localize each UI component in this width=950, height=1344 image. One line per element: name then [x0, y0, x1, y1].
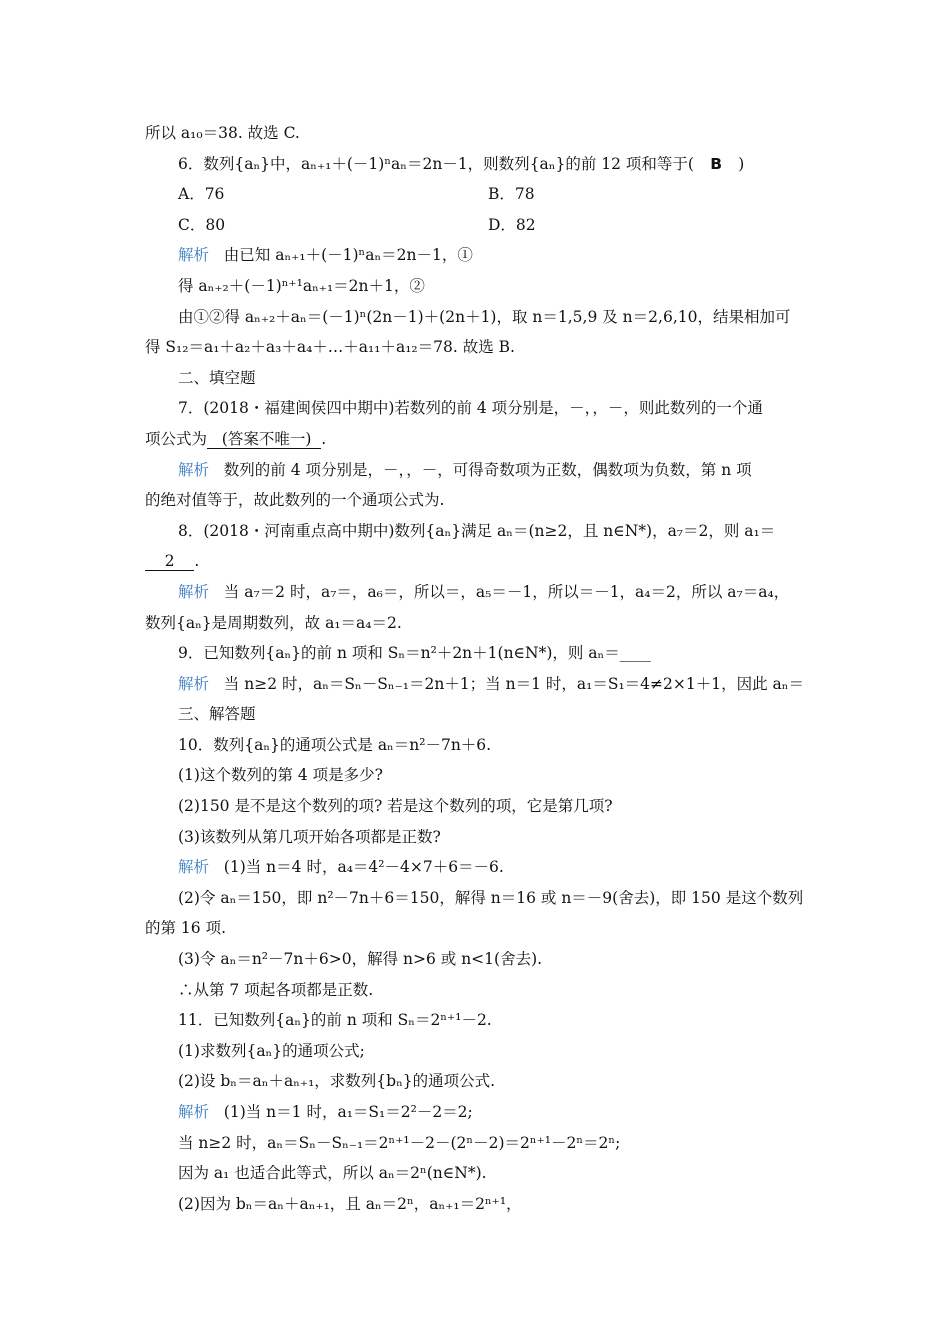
analysis-line: 解析 数列的前 4 项分别是，－，，－，可得奇数项为正数，偶数项为负数，第 n 项	[178, 460, 752, 479]
question-10: 10．数列{aₙ}的通项公式是 aₙ＝n²－7n＋6.	[178, 735, 492, 754]
analysis-line: 解析 由已知 aₙ₊₁＋(－1)ⁿaₙ＝2n－1，①	[178, 246, 473, 265]
document-page	[145, 118, 810, 1219]
text-line: (2)150 是不是这个数列的项? 若是这个数列的项，它是第几项?	[178, 797, 613, 816]
question-8: 8．(2018・河南重点高中期中)数列{aₙ}满足 aₙ＝(n≥2，且 n∈N*)，a₇＝2，则 a₁＝	[178, 521, 776, 540]
blank-9: ____	[619, 644, 651, 663]
option-a: A．76	[178, 185, 225, 204]
text-line: 得 S₁₂＝a₁＋a₂＋a₃＋a₄＋…＋a₁₁＋a₁₂＝78. 故选 B.	[145, 338, 515, 357]
section-heading: 三、解答题	[178, 705, 256, 724]
text-line: 的绝对值等于，故此数列的一个通项公式为.	[145, 491, 445, 510]
analysis-line: 解析 当 n≥2 时，aₙ＝Sₙ－Sₙ₋₁＝2n＋1；当 n＝1 时，a₁＝S₁＝4≠2×1＋1，因此 aₙ＝	[178, 674, 804, 693]
text-line: 2 .	[145, 546, 810, 577]
text-line: (2)设 bₙ＝aₙ＋aₙ₊₁，求数列{bₙ}的通项公式.	[178, 1072, 496, 1091]
text-line: (1)这个数列的第 4 项是多少?	[178, 766, 383, 785]
text-line: (2)令 aₙ＝150，即 n²－7n＋6＝150，解得 n＝16 或 n＝－9(舍去)，即 150 是这个数列	[178, 888, 804, 907]
text-line: 得 aₙ₊₂＋(－1)ⁿ⁺¹aₙ₊₁＝2n＋1，②	[178, 276, 425, 295]
options-row	[145, 210, 810, 241]
text-line: 当 n≥2 时，aₙ＝Sₙ－Sₙ₋₁＝2ⁿ⁺¹－2－(2ⁿ－2)＝2ⁿ⁺¹－2ⁿ＝2ⁿ;	[178, 1133, 621, 1152]
section-heading: 二、填空题	[178, 368, 256, 387]
text-line: ∴从第 7 项起各项都是正数.	[178, 980, 374, 999]
question-11: 11．已知数列{aₙ}的前 n 项和 Sₙ＝2ⁿ⁺¹－2.	[178, 1011, 492, 1030]
answer-7: (答案不唯一)	[207, 430, 321, 449]
text-line: 所以 a₁₀＝38. 故选 C.	[145, 124, 300, 142]
answer-6: B	[710, 154, 723, 173]
options-row	[145, 179, 810, 210]
option-c: C．80	[178, 215, 226, 234]
text-line: 因为 a₁ 也适合此等式，所以 aₙ＝2ⁿ(n∈N*).	[178, 1164, 487, 1183]
question-7: 7．(2018・福建闽侯四中期中)若数列的前 4 项分别是，－，，－，则此数列的一个通	[178, 399, 763, 418]
question-9: 9．已知数列{aₙ}的前 n 项和 Sₙ＝n²＋2n＋1(n∈N*)，则 aₙ＝____	[178, 644, 651, 663]
option-d: D．82	[488, 215, 536, 234]
text-line: 的第 16 项.	[145, 919, 227, 938]
analysis-line: 解析 当 a₇＝2 时，a₇＝，a₆＝，所以＝，a₅＝－1，所以＝－1，a₄＝2，所以 a₇＝a₄，	[178, 582, 790, 601]
option-b: B．78	[488, 185, 535, 204]
analysis-line: 解析 (1)当 n＝1 时，a₁＝S₁＝2²－2＝2;	[178, 1103, 473, 1121]
text-line: (1)求数列{aₙ}的通项公式;	[178, 1041, 365, 1060]
text-line: 数列{aₙ}是周期数列，故 a₁＝a₄＝2.	[145, 613, 402, 632]
analysis-label: 解析	[178, 246, 210, 265]
question-6: 6．数列{aₙ}中，aₙ₊₁＋(－1)ⁿaₙ＝2n－1，则数列{aₙ}的前 12 项和等于( B )	[178, 154, 745, 173]
analysis-line: 解析 (1)当 n＝4 时，a₄＝4²－4×7＋6＝－6.	[178, 858, 504, 877]
answer-8: 2	[145, 552, 194, 571]
text-line: (3)该数列从第几项开始各项都是正数?	[178, 827, 441, 846]
text-line: (3)令 aₙ＝n²－7n＋6>0，解得 n>6 或 n<1(舍去).	[178, 950, 543, 969]
text-line: 项公式为 (答案不唯一) .	[145, 429, 327, 448]
text-line: (2)因为 bₙ＝aₙ＋aₙ₊₁，且 aₙ＝2ⁿ，aₙ₊₁＝2ⁿ⁺¹，	[178, 1194, 522, 1213]
text-line: 由①②得 aₙ₊₂＋aₙ＝(－1)ⁿ(2n－1)＋(2n＋1)，取 n＝1,5,9 及 n＝2,6,10，结果相加可	[178, 307, 791, 326]
